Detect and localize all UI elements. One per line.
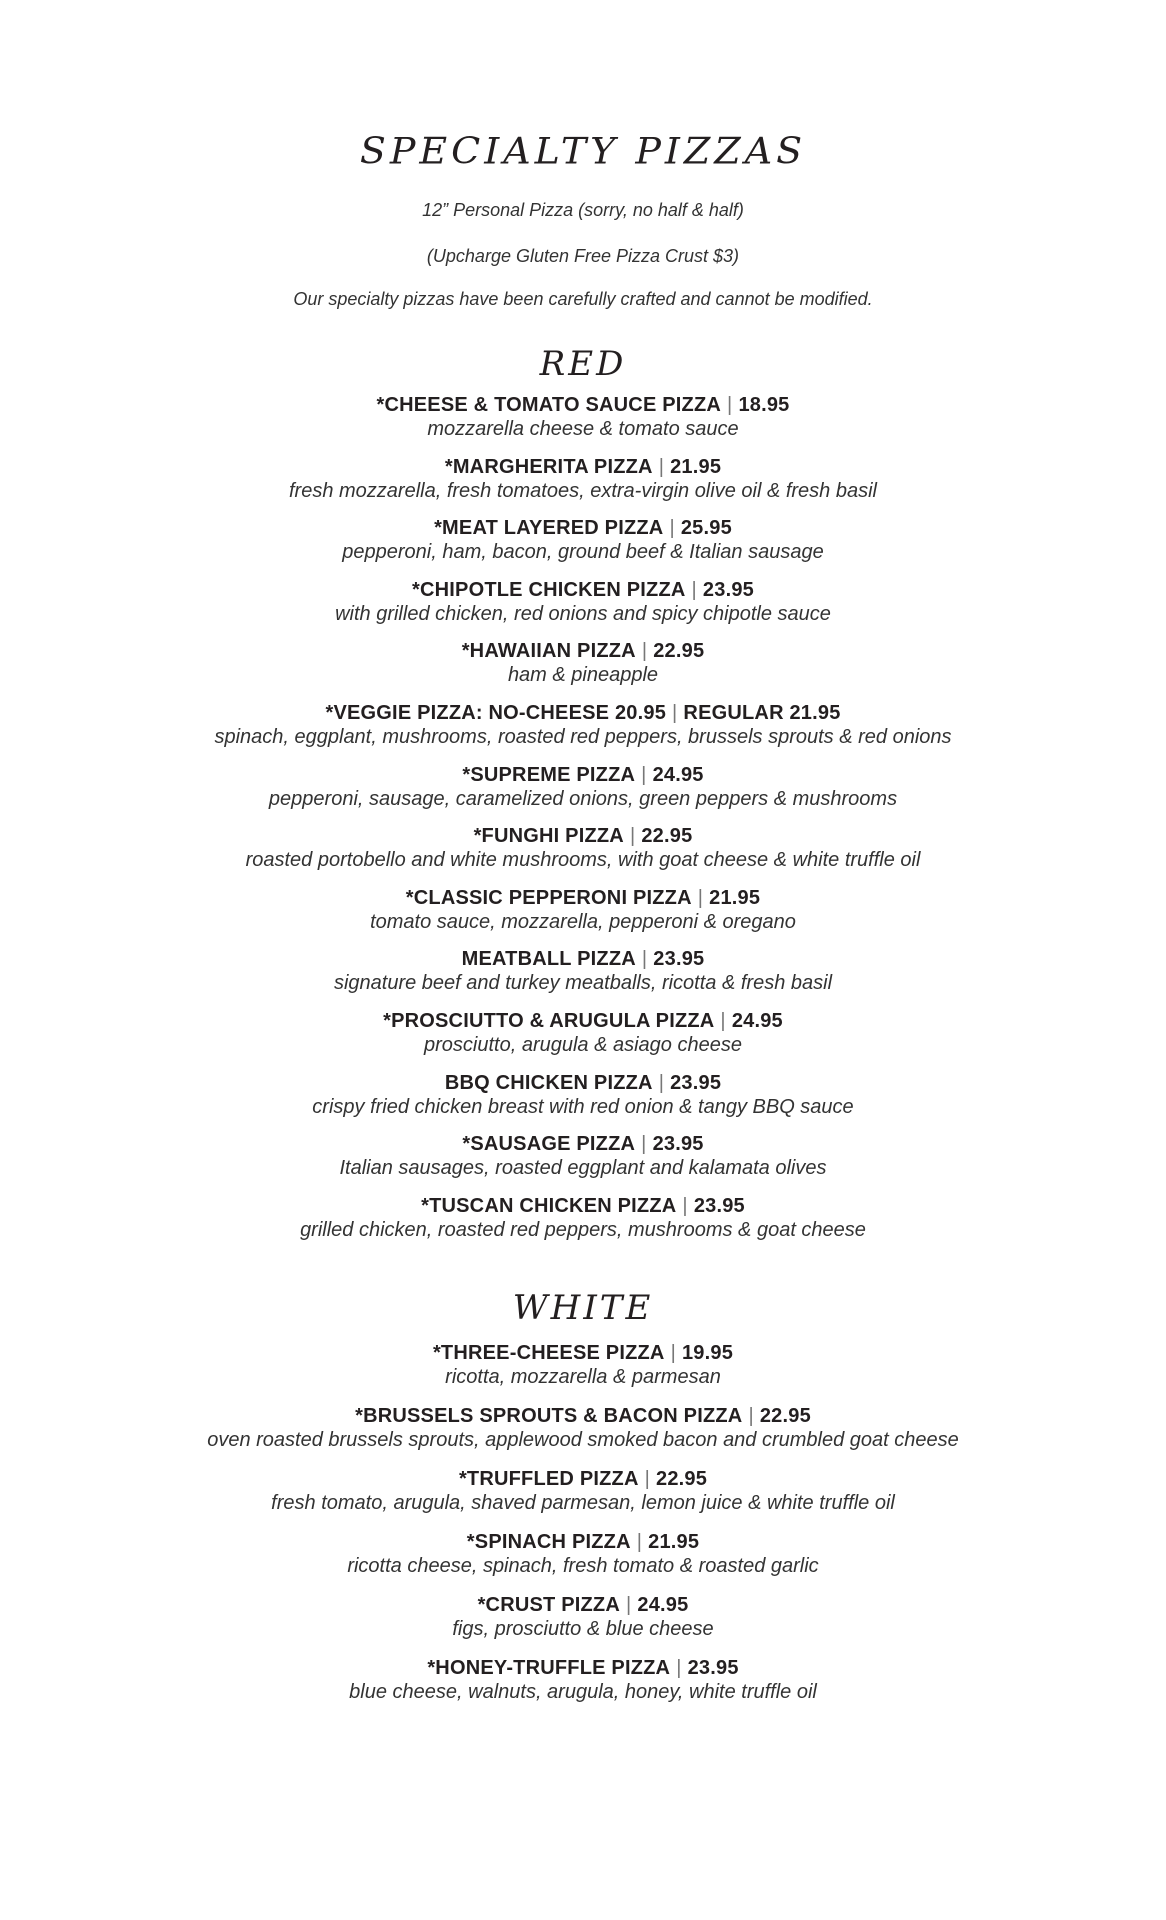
menu-item-name: *THREE-CHEESE PIZZA <box>432 1342 665 1364</box>
menu-item <box>0 701 1166 763</box>
menu-item-price: 22.95 <box>641 825 693 848</box>
menu-item <box>0 516 1166 578</box>
menu-item-name: *VEGGIE PIZZA: NO-CHEESE 20.95 <box>325 701 667 724</box>
menu-item-name: *MARGHERITA PIZZA <box>444 455 653 478</box>
menu-item-price: 22.95 <box>653 640 705 663</box>
gluten-free-note: (Upcharge Gluten Free Pizza Crust $3) <box>426 246 740 266</box>
menu-item <box>0 1194 1166 1256</box>
menu-item-name: *HONEY-TRUFFLE PIZZA <box>427 1657 671 1679</box>
menu-item-name: *CLASSIC PEPPERONI PIZZA <box>405 886 692 909</box>
menu-item-description: grilled chicken, roasted red peppers, mushrooms & goat cheese <box>300 1218 866 1241</box>
price-separator: | <box>625 1594 632 1616</box>
menu-item-name: *SUPREME PIZZA <box>462 763 636 786</box>
menu-item-title <box>0 1071 1166 1095</box>
price-separator: | <box>641 1133 647 1156</box>
menu-item-title <box>0 886 1166 910</box>
menu-item-title <box>0 1467 1166 1491</box>
menu-item-title <box>0 393 1166 417</box>
menu-item <box>0 1530 1166 1593</box>
price-separator: | <box>670 1342 676 1364</box>
menu-item-description: fresh mozzarella, fresh tomatoes, extra-virgin olive oil & fresh basil <box>288 479 877 502</box>
menu-item-description: ricotta cheese, spinach, fresh tomato & roasted garlic <box>347 1555 819 1577</box>
price-separator: | <box>691 578 697 601</box>
menu-item-price: 23.95 <box>702 578 754 601</box>
menu-item-description: spinach, eggplant, mushrooms, roasted red peppers, brussels sprouts & red onions <box>214 725 952 748</box>
menu-item-price: 21.95 <box>648 1531 700 1553</box>
menu-item-price: 22.95 <box>656 1468 708 1490</box>
menu-item-title <box>0 763 1166 787</box>
price-separator: | <box>676 1657 682 1679</box>
menu-item-price: 21.95 <box>670 455 722 478</box>
menu-item-title <box>0 1341 1166 1365</box>
menu-item-title <box>0 947 1166 971</box>
menu-item-description: blue cheese, walnuts, arugula, honey, white truffle oil <box>349 1681 817 1703</box>
menu-item-price: 25.95 <box>680 517 732 540</box>
menu-item-name: *MEAT LAYERED PIZZA <box>434 517 664 540</box>
menu-item <box>0 1593 1166 1656</box>
menu-item-title <box>0 455 1166 479</box>
menu-item <box>0 1656 1166 1719</box>
menu-item-title <box>0 1593 1166 1617</box>
menu-item-price: 18.95 <box>738 394 790 416</box>
menu-item-description: signature beef and turkey meatballs, ricotta & fresh basil <box>333 972 833 995</box>
menu-item-price: 19.95 <box>681 1342 734 1364</box>
menu-item-title <box>0 1530 1166 1554</box>
price-separator: | <box>720 1009 726 1032</box>
menu-item-name: *HAWAIIAN PIZZA <box>461 640 636 663</box>
menu-item <box>0 763 1166 825</box>
menu-item-description: pepperoni, ham, bacon, ground beef & Italian sausage <box>342 541 824 564</box>
menu-item-description: ricotta, mozzarella & parmesan <box>445 1366 721 1388</box>
menu-item-description: oven roasted brussels sprouts, applewood smoked bacon and crumbled goat cheese <box>207 1429 959 1451</box>
menu-item-description: ham & pineapple <box>507 664 659 687</box>
menu-item-description: fresh tomato, arugula, shaved parmesan, lemon juice & white truffle oil <box>271 1492 895 1514</box>
menu-item <box>0 1132 1166 1194</box>
menu-item <box>0 1467 1166 1530</box>
menu-item-name: *BRUSSELS SPROUTS & BACON PIZZA <box>355 1405 743 1427</box>
price-separator: | <box>658 455 665 478</box>
menu-item-title <box>0 1656 1166 1680</box>
menu-item-name: *CHIPOTLE CHICKEN PIZZA <box>412 578 686 601</box>
menu-item-price: 23.95 <box>670 1071 722 1094</box>
menu-item-description: Italian sausages, roasted eggplant and kalamata olives <box>339 1157 827 1180</box>
menu-item-description: crispy fried chicken breast with red onion & tangy BBQ sauce <box>312 1095 854 1118</box>
white-pizza-list <box>0 1341 1166 1719</box>
menu-item <box>0 886 1166 948</box>
red-section-title: RED <box>539 344 627 384</box>
menu-item-name: *SAUSAGE PIZZA <box>462 1133 636 1156</box>
menu-item-title <box>0 1194 1166 1218</box>
red-pizza-list <box>0 393 1166 1255</box>
menu-item-description: pepperoni, sausage, caramelized onions, green peppers & mushrooms <box>268 787 898 810</box>
price-separator: | <box>641 763 647 786</box>
price-separator: | <box>636 1531 643 1553</box>
menu-item-description: mozzarella cheese & tomato sauce <box>427 418 739 440</box>
price-separator: | <box>697 886 704 909</box>
menu-item-price: 24.95 <box>731 1009 783 1032</box>
price-separator: | <box>682 1194 688 1217</box>
menu-item <box>0 1341 1166 1404</box>
menu-item <box>0 393 1166 455</box>
menu-item-name: *CRUST PIZZA <box>477 1594 620 1616</box>
menu-item-name: *PROSCIUTTO & ARUGULA PIZZA <box>383 1009 715 1032</box>
price-separator: | <box>672 701 678 724</box>
menu-item-name: *CHEESE & TOMATO SAUCE PIZZA <box>376 394 722 416</box>
price-separator: | <box>641 640 648 663</box>
price-separator: | <box>644 1468 650 1490</box>
menu-item <box>0 639 1166 701</box>
price-separator: | <box>629 825 636 848</box>
white-section-title: WHITE <box>512 1288 654 1328</box>
menu-item <box>0 1404 1166 1467</box>
menu-item-price: 24.95 <box>652 763 704 786</box>
price-separator: | <box>669 517 675 540</box>
menu-item-title <box>0 578 1166 602</box>
price-separator: | <box>658 1071 665 1094</box>
menu-item-price: 24.95 <box>637 1594 689 1616</box>
menu-item <box>0 1071 1166 1133</box>
menu-item-title <box>0 1009 1166 1033</box>
menu-item-name: *TRUFFLED PIZZA <box>458 1468 639 1490</box>
menu-item-price: 21.95 <box>709 886 761 909</box>
menu-item-description: tomato sauce, mozzarella, pepperoni & oregano <box>370 910 796 933</box>
price-separator: | <box>641 948 648 971</box>
menu-item-description: prosciutto, arugula & asiago cheese <box>424 1033 742 1056</box>
menu-item-name: *TUSCAN CHICKEN PIZZA <box>421 1194 677 1217</box>
menu-item-name: *SPINACH PIZZA <box>466 1531 631 1553</box>
menu-item-title <box>0 824 1166 848</box>
menu-item <box>0 455 1166 517</box>
menu-item-description: with grilled chicken, red onions and spicy chipotle sauce <box>335 602 831 625</box>
price-separator: | <box>748 1405 754 1427</box>
menu-item-name: *FUNGHI PIZZA <box>473 825 624 848</box>
no-modification-note: Our specialty pizzas have been carefully crafted and cannot be modified. <box>293 289 873 309</box>
menu-item-price: 23.95 <box>693 1194 745 1217</box>
menu-item-description: figs, prosciutto & blue cheese <box>452 1618 714 1640</box>
menu-item <box>0 824 1166 886</box>
page-title: SPECIALTY PIZZAS <box>359 130 807 172</box>
menu-item-price: 22.95 <box>759 1405 811 1427</box>
menu-item-name: BBQ CHICKEN PIZZA <box>444 1071 653 1094</box>
menu-item <box>0 1009 1166 1071</box>
menu-item-title <box>0 701 1166 725</box>
personal-pizza-note: 12” Personal Pizza (sorry, no half & half) <box>422 200 744 220</box>
menu-item <box>0 947 1166 1009</box>
menu-item-title <box>0 1132 1166 1156</box>
menu-item-title <box>0 639 1166 663</box>
menu-item-title <box>0 516 1166 540</box>
menu-item-description: roasted portobello and white mushrooms, with goat cheese & white truffle oil <box>245 849 921 872</box>
menu-item-price: REGULAR 21.95 <box>683 701 841 724</box>
menu-item-title <box>0 1404 1166 1428</box>
menu-item-price: 23.95 <box>687 1657 739 1679</box>
menu-item-price: 23.95 <box>653 948 705 971</box>
menu-item <box>0 578 1166 640</box>
price-separator: | <box>727 394 733 416</box>
menu-item-name: MEATBALL PIZZA <box>461 948 636 971</box>
menu-item-price: 23.95 <box>652 1133 704 1156</box>
